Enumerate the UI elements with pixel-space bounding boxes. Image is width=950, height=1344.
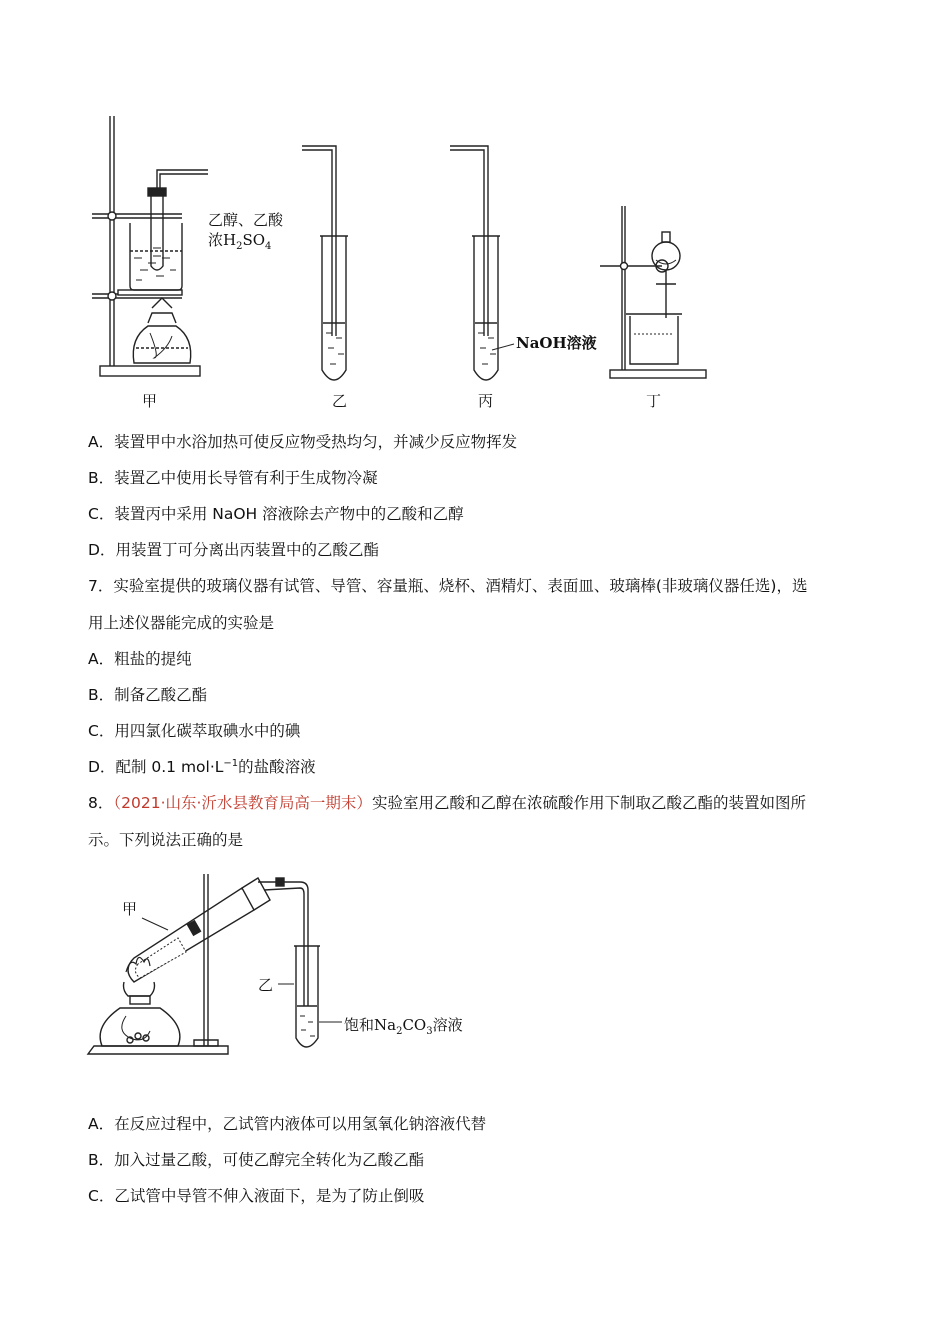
fig2-label-jia: 甲 — [122, 900, 138, 918]
q8-source: （2021·山东·沂水县教育局高一期末） — [113, 794, 372, 812]
yi-apparatus — [302, 146, 348, 380]
ding-apparatus — [600, 206, 706, 378]
jia-alcohol-lamp — [133, 298, 190, 363]
caption-jia: 甲 — [142, 392, 158, 410]
q8-stem-line2: 示。下列说法正确的是 — [88, 831, 244, 849]
q8-option-b: B．加入过量乙酸，可使乙醇完全转化为乙酸乙酯 — [88, 1151, 425, 1169]
q7-stem-line2: 用上述仪器能完成的实验是 — [88, 614, 275, 632]
q8-option-c: C．乙试管中导管不伸入液面下，是为了防止倒吸 — [88, 1187, 425, 1205]
q7-option-a: A．粗盐的提纯 — [88, 650, 192, 668]
fig2-label-yi: 乙 — [258, 976, 274, 994]
q6-option-b: B．装置乙中使用长导管有利于生成物冷凝 — [88, 469, 378, 487]
apparatus-figure-2 — [86, 866, 506, 1066]
jia-iron-stand — [92, 116, 200, 376]
fig2-label-solution: 饱和$Na_2CO_3$溶液 — [344, 1016, 463, 1037]
q7-option-d: D．配制 0.1 $mol\cdot L^{-1}$的盐酸溶液 — [88, 757, 316, 776]
q6-option-a: A．装置甲中水浴加热可使反应物受热均匀，并减少反应物挥发 — [88, 433, 518, 451]
apparatus-figure-2-svg — [86, 866, 506, 1066]
caption-bing: 丙 — [478, 392, 494, 410]
jia-label-reagents: 乙醇、乙酸 — [208, 211, 284, 229]
apparatus-figure-1-svg — [90, 108, 730, 413]
apparatus-figure-1 — [90, 108, 730, 413]
jia-label-acid: 浓$H_2SO_4$ — [208, 231, 272, 252]
q7-stem-line1: 7．实验室提供的玻璃仪器有试管、导管、容量瓶、烧杯、酒精灯、表面皿、玻璃棒(非玻璃仪器任选)，选 — [88, 577, 808, 595]
jia-water-bath — [130, 170, 208, 290]
caption-ding: 丁 — [646, 392, 662, 410]
q6-option-d: D．用装置丁可分离出丙装置中的乙酸乙酯 — [88, 541, 379, 559]
q8-stem-line1: 8．（2021·山东·沂水县教育局高一期末）实验室用乙酸和乙醇在浓硫酸作用下制取乙酸乙酯的装置如图所 — [88, 794, 806, 812]
bing-apparatus — [450, 146, 514, 380]
q8-option-a: A．在反应过程中，乙试管内液体可以用氢氧化钠溶液代替 — [88, 1115, 487, 1133]
q7-option-c: C．用四氯化碳萃取碘水中的碘 — [88, 722, 301, 740]
caption-yi: 乙 — [332, 392, 348, 410]
bing-label-naoh: NaOH溶液 — [516, 334, 597, 352]
q7-option-b: B．制备乙酸乙酯 — [88, 686, 208, 704]
q6-option-c: C．装置丙中采用 NaOH 溶液除去产物中的乙酸和乙醇 — [88, 505, 464, 523]
